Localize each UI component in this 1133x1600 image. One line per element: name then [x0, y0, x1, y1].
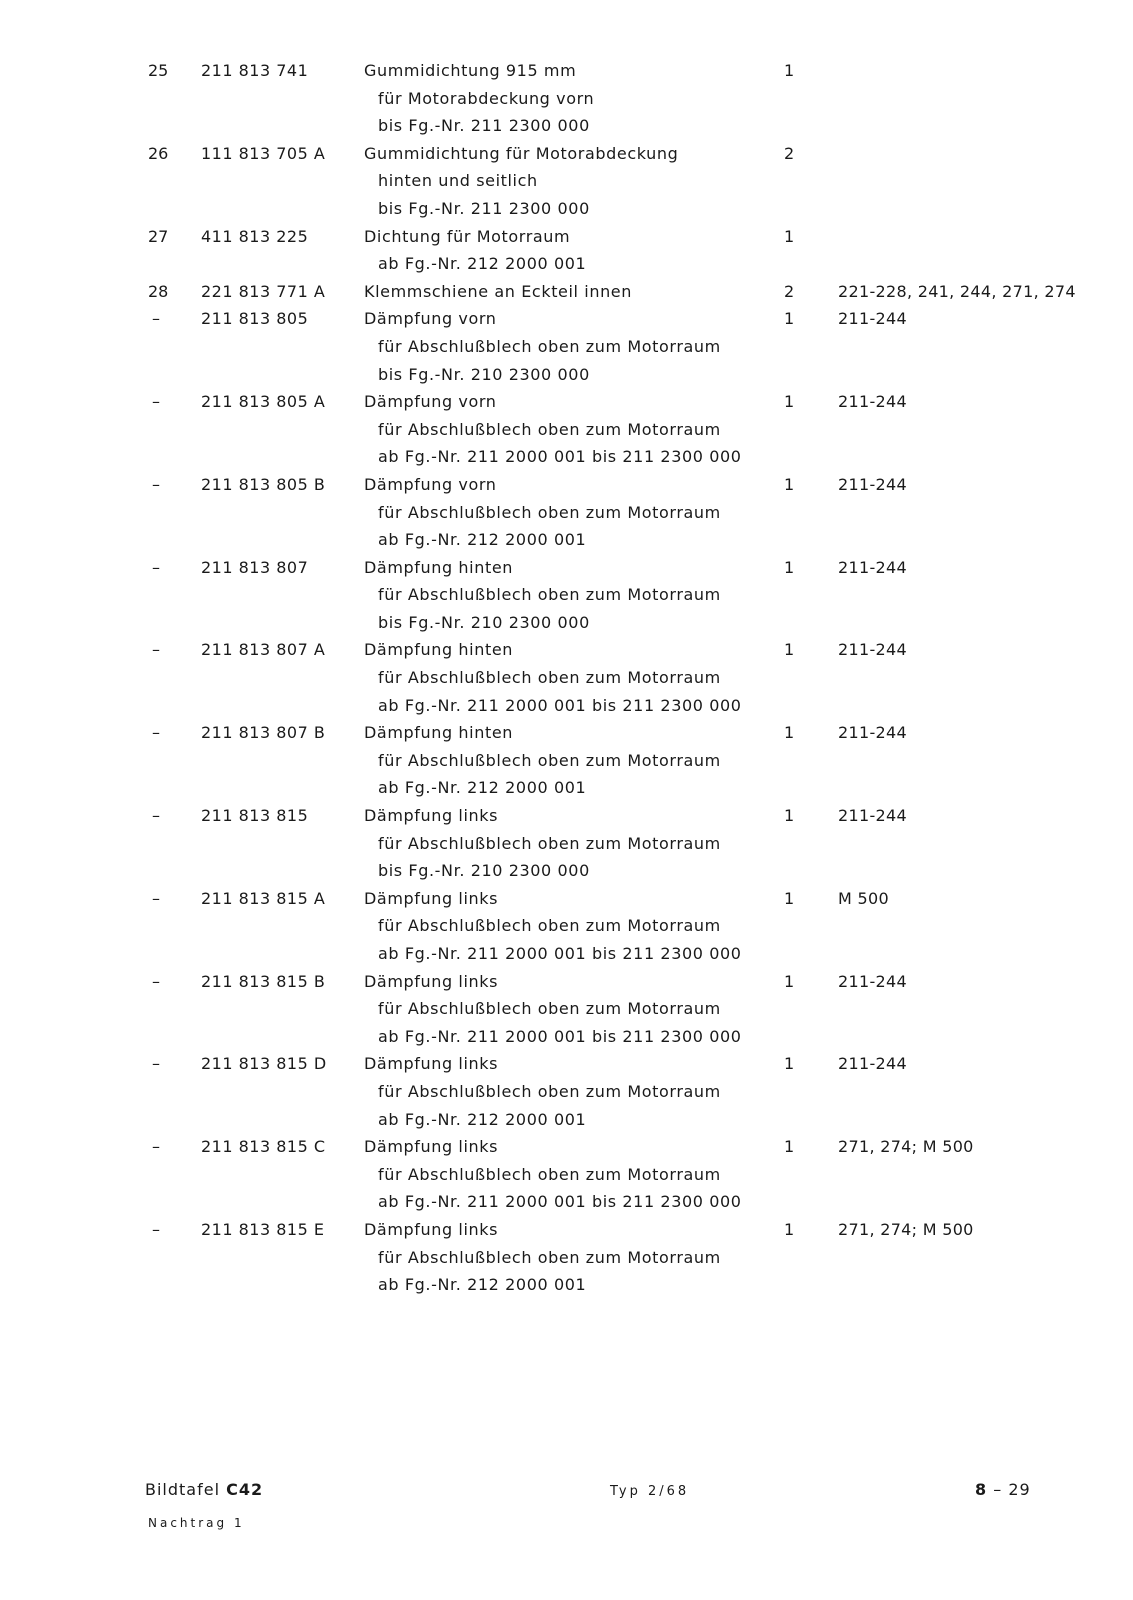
quantity: 1 — [784, 971, 795, 991]
applicability: 211-244 — [838, 806, 907, 826]
position-number: 25 — [148, 61, 169, 80]
typ-label: Typ 2/68 — [610, 1484, 690, 1499]
quantity: 1 — [784, 806, 795, 826]
part-description: Gummidichtung 915 mm — [364, 61, 577, 80]
applicability: M 500 — [838, 888, 889, 908]
part-description-detail: für Motorabdeckung vorn — [378, 88, 595, 108]
part-entry — [0, 471, 1133, 554]
part-description-detail: für Abschlußblech oben zum Motorraum — [378, 750, 721, 770]
part-description-detail: ab Fg.-Nr. 211 2000 001 bis 211 2300 000 — [378, 1192, 742, 1212]
applicability: 211-244 — [838, 392, 907, 412]
entry-main-line — [0, 719, 1133, 747]
quantity: 2 — [784, 143, 795, 163]
part-number: 211 813 815 — [201, 806, 309, 826]
part-number: 211 813 807 B — [201, 723, 326, 743]
part-number: 211 813 807 A — [201, 640, 326, 660]
quantity: 1 — [784, 640, 795, 660]
position-number: 26 — [148, 143, 169, 163]
part-description-detail: bis Fg.-Nr. 210 2300 000 — [378, 364, 590, 384]
position-number: – — [152, 392, 160, 412]
part-description: Dämpfung vorn — [364, 474, 497, 494]
entry-detail-line — [0, 692, 1133, 720]
entry-detail-line — [0, 526, 1133, 554]
entry-detail-line — [0, 1078, 1133, 1106]
position-number: – — [152, 806, 160, 826]
part-description: Dämpfung links — [364, 888, 499, 908]
part-description: Dämpfung links — [364, 806, 499, 826]
part-description: Dämpfung hinten — [364, 557, 514, 577]
position-number: – — [152, 1054, 160, 1074]
part-number: 411 813 225 — [201, 226, 309, 246]
position-number: – — [152, 309, 160, 329]
part-number: 211 813 815 B — [201, 971, 326, 991]
entry-detail-line — [0, 416, 1133, 444]
part-description-detail: für Abschlußblech oben zum Motorraum — [378, 336, 721, 356]
part-description-detail: für Abschlußblech oben zum Motorraum — [378, 668, 721, 688]
entry-main-line — [0, 388, 1133, 416]
position-number: – — [152, 1219, 160, 1239]
part-description-detail: ab Fg.-Nr. 211 2000 001 bis 211 2300 000 — [378, 1026, 742, 1046]
entry-main-line — [0, 885, 1133, 913]
part-description: Dämpfung links — [364, 1137, 499, 1157]
part-description-detail: für Abschlußblech oben zum Motorraum — [378, 1081, 721, 1101]
applicability: 211-244 — [838, 1054, 907, 1074]
part-description: Dämpfung links — [364, 1054, 499, 1074]
quantity: 1 — [784, 888, 795, 908]
part-description: Dämpfung hinten — [364, 723, 514, 743]
entry-main-line — [0, 278, 1133, 306]
entry-main-line — [0, 305, 1133, 333]
entry-detail-line — [0, 112, 1133, 140]
entry-main-line — [0, 1216, 1133, 1244]
part-description-detail: ab Fg.-Nr. 212 2000 001 — [378, 1109, 587, 1129]
part-number: 211 813 815 D — [201, 1054, 327, 1074]
applicability: 221-228, 241, 244, 271, 274 — [838, 281, 1076, 301]
entry-detail-line — [0, 609, 1133, 637]
part-description-detail: für Abschlußblech oben zum Motorraum — [378, 999, 721, 1019]
part-description-detail: ab Fg.-Nr. 212 2000 001 — [378, 530, 587, 550]
part-description-detail: für Abschlußblech oben zum Motorraum — [378, 1164, 721, 1184]
entry-detail-line — [0, 1244, 1133, 1272]
entry-detail-line — [0, 857, 1133, 885]
part-description-detail: ab Fg.-Nr. 211 2000 001 bis 211 2300 000 — [378, 695, 742, 715]
part-description: Dämpfung links — [364, 971, 499, 991]
part-entry — [0, 636, 1133, 719]
part-entry — [0, 1216, 1133, 1299]
entry-main-line — [0, 1050, 1133, 1078]
entry-detail-line — [0, 830, 1133, 858]
part-entry — [0, 968, 1133, 1051]
part-entry — [0, 554, 1133, 637]
entry-detail-line — [0, 195, 1133, 223]
entry-detail-line — [0, 664, 1133, 692]
part-entry — [0, 1050, 1133, 1133]
part-description-detail: für Abschlußblech oben zum Motorraum — [378, 502, 721, 522]
part-description-detail: ab Fg.-Nr. 212 2000 001 — [378, 1275, 587, 1295]
quantity: 1 — [784, 723, 795, 743]
entry-detail-line — [0, 443, 1133, 471]
part-description-detail: bis Fg.-Nr. 210 2300 000 — [378, 612, 590, 632]
part-number: 111 813 705 A — [201, 143, 326, 163]
part-number: 211 813 807 — [201, 557, 309, 577]
applicability: 271, 274; M 500 — [838, 1219, 974, 1239]
entry-detail-line — [0, 361, 1133, 389]
applicability: 211-244 — [838, 474, 907, 494]
part-entry — [0, 388, 1133, 471]
entry-main-line — [0, 140, 1133, 168]
part-description-detail: für Abschlußblech oben zum Motorraum — [378, 916, 721, 936]
position-number: – — [152, 557, 160, 577]
position-number: – — [152, 1137, 160, 1157]
entry-detail-line — [0, 940, 1133, 968]
applicability: 271, 274; M 500 — [838, 1137, 974, 1157]
entry-detail-line — [0, 499, 1133, 527]
part-entry — [0, 140, 1133, 223]
part-number: 211 813 805 A — [201, 392, 326, 412]
entry-main-line — [0, 636, 1133, 664]
part-description: Klemmschiene an Eckteil innen — [364, 281, 632, 301]
entry-main-line — [0, 471, 1133, 499]
part-number: 221 813 771 A — [201, 281, 326, 301]
applicability: 211-244 — [838, 640, 907, 660]
entry-detail-line — [0, 912, 1133, 940]
part-number: 211 813 815 E — [201, 1219, 325, 1239]
entry-main-line — [0, 1133, 1133, 1161]
position-number: – — [152, 723, 160, 743]
entry-detail-line — [0, 995, 1133, 1023]
part-description-detail: ab Fg.-Nr. 211 2000 001 bis 211 2300 000 — [378, 447, 742, 467]
part-description: Dichtung für Motorraum — [364, 226, 571, 246]
part-entry — [0, 802, 1133, 885]
part-description-detail: ab Fg.-Nr. 211 2000 001 bis 211 2300 000 — [378, 944, 742, 963]
quantity: 1 — [784, 61, 795, 80]
part-entry — [0, 223, 1133, 278]
parts-list — [0, 57, 1133, 1299]
part-entry — [0, 1133, 1133, 1216]
part-description: Dämpfung vorn — [364, 392, 497, 412]
nachtrag-label: Nachtrag 1 — [148, 1516, 245, 1530]
part-description-detail: ab Fg.-Nr. 212 2000 001 — [378, 778, 587, 798]
entry-detail-line — [0, 1023, 1133, 1051]
entry-detail-line — [0, 1106, 1133, 1134]
position-number: – — [152, 971, 160, 991]
entry-detail-line — [0, 774, 1133, 802]
quantity: 1 — [784, 1219, 795, 1239]
part-number: 211 813 805 B — [201, 474, 326, 494]
part-entry — [0, 305, 1133, 388]
quantity: 1 — [784, 309, 795, 329]
part-description-detail: für Abschlußblech oben zum Motorraum — [378, 585, 721, 605]
entry-main-line — [0, 802, 1133, 830]
part-description: Dämpfung links — [364, 1219, 499, 1239]
entry-main-line — [0, 554, 1133, 582]
entry-detail-line — [0, 1271, 1133, 1299]
quantity: 1 — [784, 474, 795, 494]
entry-detail-line — [0, 250, 1133, 278]
part-entry — [0, 885, 1133, 968]
entry-detail-line — [0, 333, 1133, 361]
page-section: 8 — [975, 1480, 988, 1499]
part-entry — [0, 57, 1133, 140]
part-entry — [0, 278, 1133, 306]
applicability: 211-244 — [838, 557, 907, 577]
part-description: Dämpfung vorn — [364, 309, 497, 329]
bildtafel-text: Bildtafel — [145, 1480, 221, 1499]
position-number: 27 — [148, 226, 169, 246]
entry-main-line — [0, 57, 1133, 85]
part-description: Dämpfung hinten — [364, 640, 514, 660]
page-number-value: – 29 — [993, 1480, 1031, 1499]
applicability: 211-244 — [838, 309, 907, 329]
part-number: 211 813 815 A — [201, 888, 326, 908]
entry-detail-line — [0, 1161, 1133, 1189]
part-number: 211 813 741 — [201, 61, 309, 80]
part-description-detail: bis Fg.-Nr. 210 2300 000 — [378, 861, 590, 881]
position-number: – — [152, 640, 160, 660]
quantity: 1 — [784, 1054, 795, 1074]
entry-main-line — [0, 968, 1133, 996]
quantity: 1 — [784, 557, 795, 577]
part-number: 211 813 805 — [201, 309, 309, 329]
entry-detail-line — [0, 167, 1133, 195]
quantity: 1 — [784, 226, 795, 246]
page-number — [975, 1480, 1031, 1499]
bildtafel-label — [145, 1480, 263, 1499]
part-description-detail: bis Fg.-Nr. 211 2300 000 — [378, 116, 590, 136]
part-description-detail: ab Fg.-Nr. 212 2000 001 — [378, 254, 587, 274]
applicability: 211-244 — [838, 971, 907, 991]
entry-detail-line — [0, 85, 1133, 113]
applicability: 211-244 — [838, 723, 907, 743]
part-number: 211 813 815 C — [201, 1137, 326, 1157]
position-number: – — [152, 474, 160, 494]
position-number: – — [152, 888, 160, 908]
entry-main-line — [0, 223, 1133, 251]
part-entry — [0, 719, 1133, 802]
part-description-detail: für Abschlußblech oben zum Motorraum — [378, 419, 721, 439]
bildtafel-code: C42 — [226, 1480, 264, 1499]
part-description-detail: für Abschlußblech oben zum Motorraum — [378, 833, 721, 853]
entry-detail-line — [0, 581, 1133, 609]
entry-detail-line — [0, 1188, 1133, 1216]
quantity: 2 — [784, 281, 795, 301]
part-description-detail: hinten und seitlich — [378, 171, 538, 191]
position-number: 28 — [148, 281, 169, 301]
quantity: 1 — [784, 1137, 795, 1157]
entry-detail-line — [0, 747, 1133, 775]
part-description-detail: bis Fg.-Nr. 211 2300 000 — [378, 198, 590, 218]
quantity: 1 — [784, 392, 795, 412]
part-description: Gummidichtung für Motorabdeckung — [364, 143, 679, 163]
part-description-detail: für Abschlußblech oben zum Motorraum — [378, 1247, 721, 1267]
